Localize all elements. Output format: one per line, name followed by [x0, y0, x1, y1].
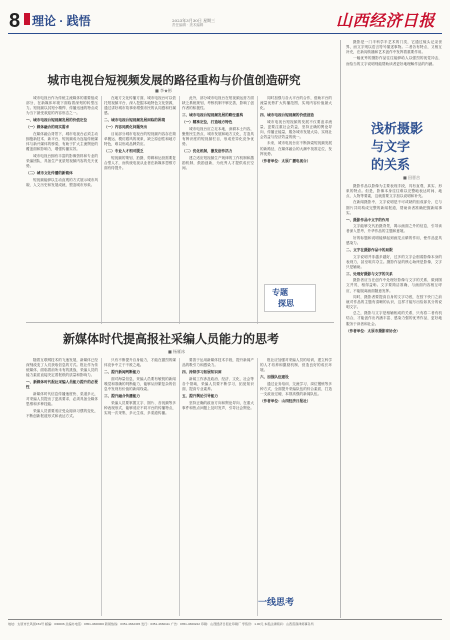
article1-headline: 城市电视台短视频发展的路径重构与价值创造研究	[47, 73, 301, 87]
article2-column-3: 要善于运用新媒体技术手段，提升新闻产品的吸引力和感染力。 四、持续学习拓展知识面 新闻工作涉及政治、经济、文化、社会等各个领域，采编人员要不断学习，拓宽知识面，提高专业素养。 五、提升舆论引导能力 坚持正确的政治方向和舆论导向，在重大事件和热点问题上及时发声，引导社会舆论。	[182, 358, 254, 410]
editor-line: 责任编辑 · 美术编辑	[172, 23, 204, 27]
column-divider	[179, 358, 180, 616]
article1-byline: ■ 李★彬	[155, 88, 173, 93]
article3-title-line2: 与文字	[371, 140, 411, 155]
article3-body: 摄影作品以影像为主要表现手段，具有直观、真实、形象的特点。但是，影像本身往往难以完整地表达时间、地点、人物等要素，这就需要文字加以说明和补充。 在新闻摄影中，文字说明是不可或缺的组成部分，它与图片共同构成完整的新闻报道，帮助读者准确把握新闻事实。 一、摄影作品中文字的作用 文字能够交代拍摄背景，揭示画面之外的信息，引导读者深入思考，升华作品的主题和意境。 好的标题和说明能够起到画龙点睛的作用，使作品更具感染力。 二、文字在摄影作品中的局限 文字说明并非越多越好，过多的文字会削弱影像本身的表现力，甚至喧宾夺主。摄影作品的核心始终是影像，文字只是辅助。 三、处理好摄影与文字的关系 摄影者应当在创作中处理好影像与文字的关系，做到图文并茂、相得益彰。文字要简洁准确，与画面内容相互呼应，不能脱离画面随意发挥。 同时，摄影者要提高自身的文字功底，在按下快门之前就对作品的主题有清晰的认识，这样才能写出恰如其分的说明文字。 总之，摄影与文字是相辅相成的关系，只有将二者有机结合，才能创作出内涵丰富、感染力强的优秀作品，更好地服务于读者和社会。 （作者单位：太原市摄影家协会）	[346, 184, 442, 333]
article3-subhead: 三、处理好摄影与文字的关系	[346, 271, 393, 276]
article1-subhead: 三、城市电视台短视频发展的路径重构	[182, 113, 244, 118]
column-divider	[101, 96, 102, 324]
section-marker	[24, 13, 30, 25]
article1-subhead: 四、城市电视台短视频的价值创造	[260, 113, 314, 118]
article1-column-4: 同时加强与各大平台的合作，借助平台的流量优势扩大传播范围，实现内容价值最大化。 四、城市电视台短视频的价值创造 城市电视台短视频的发展不仅要追求流量，更要注重社会效益，坚持正确的舆论导向，传播正能量，服务城市发展大局，实现社会效益与经济效益的统一。 未来，城市电视台应不断探索短视频发展的新路径，在媒体融合的大潮中找准定位，发挥优势。 （作者单位：太原广播电视台）	[260, 96, 332, 163]
column-badge-line1: 专题	[272, 288, 288, 297]
article2-column-2: 只有不断提升自身能力，才能在激烈的媒体竞争中立于不败之地。 二、提升新闻判断能力 面对海量信息，采编人员要有敏锐的新闻嗅觉和准确的判断能力，能够从纷繁复杂的信息中发现有价值的新闻线索。 三、提升融合传播能力 采编人员要掌握文字、图片、音视频等多种表现形式，能够适应不同平台的传播特点，实现一次采集、多元生成、多渠道传播。	[104, 358, 176, 415]
article3-title-line3: 的关系	[371, 158, 411, 173]
article1-column-3: 此外，部分城市电视台在短视频运营方面缺乏系统规划，考核机制不够完善，影响了创作者的积极性。 三、城市电视台短视频发展的路径重构 （一）精准定位，打造地方特色 城市电视台应立足本地，深耕本土内容，聚焦民生热点、城市发展和地方文化，打造具有辨识度的短视频栏目，形成差异化竞争优势。 （二）优化机制，激发创作活力 建立适应短视频生产规律的工作机制和激励机制，鼓励创新，为优秀人才提供成长空间。	[182, 96, 254, 171]
column-badge-frontline: 一线思考	[258, 597, 295, 607]
article3-intro: 摄影是一门半科学半艺术的门类，它通过镜头记录世界，而文字则以语言符号描述事物。二者各有特点，又相互补充，在新闻传播和艺术创作中发挥着重要作用。 一幅优秀的摄影作品往往能够给人以强烈的视觉冲击，而恰当的文字说明则能帮助读者更好地理解作品的内涵。	[346, 40, 442, 66]
article3-title-line1: 浅析摄影	[371, 122, 424, 137]
article3-byline: ■ 田晋吉	[403, 175, 421, 180]
article1-subhead: （二）优化机制，激发创作活力	[182, 149, 233, 154]
article1-subhead: （一）媒体融合的现实需求	[26, 125, 70, 130]
article1-column-1: 城市电视台作为传统主流媒体的重要组成部分，在新媒体环境下面临着深刻的转型压力。短视频以其短小精悍、传播迅速的特点成为当下最受欢迎的内容形态之一。 一、城市电视台短视频发展的价值定位 （一）媒体融合的现实需求 在媒体融合背景下，城市电视台必须主动拥抱新技术、新平台，短视频成为连接传统媒体与新兴媒体的桥梁，有助于扩大主流舆论的覆盖面和影响力，增强传播实效。 城市电视台拥有丰富的影像资料和专业的采编团队，具备生产优质短视频内容的先天优势。 （二）城市文化传播的新载体 短视频能够以生动直观的方式展示城市风貌、人文历史和发展成就，塑造城市形象。	[26, 96, 98, 187]
article2-subhead: 四、持续学习拓展知识面	[182, 370, 222, 375]
newspaper-masthead: 山西经济日报	[336, 11, 436, 30]
article3-subhead: 二、文字在摄影作品中的局限	[346, 247, 393, 252]
column-divider	[179, 96, 180, 324]
article2-column-4: 报社应加强对采编人员的培训，建立科学的人才培养和激励机制，营造良好的成长环境。 六、加强队伍建设 通过业务培训、交流学习、岗位锻炼等多种方式，全面提升采编队伍的综合素质，打造一支政治过硬、本领高强的新闻队伍。 （作者单位：山西经济日报社）	[260, 358, 332, 404]
article1-subhead: （二）专业人才相对匮乏	[104, 149, 144, 154]
column-divider	[101, 358, 102, 616]
footer-rule	[8, 619, 442, 620]
column-badge-line2: 探思	[278, 299, 294, 308]
article2-subhead: 三、提升融合传播能力	[104, 394, 140, 399]
article-divider	[26, 322, 334, 323]
article1-affiliation: （作者单位：太原广播电视台）	[260, 158, 311, 163]
header-rule	[8, 33, 442, 34]
article1-subhead: 一、城市电视台短视频发展的价值定位	[26, 118, 88, 123]
issue-date: 2023年3月30日 星期三	[172, 18, 216, 23]
article1-subhead: 二、城市电视台短视频发展面临的困境	[104, 118, 166, 123]
article1-subhead: （一）精准定位，打造地方特色	[182, 120, 233, 125]
article2-subhead: 六、加强队伍建设	[260, 375, 289, 380]
page-divider	[340, 40, 341, 618]
article1-subhead: （一）内容同质化问题突出	[104, 125, 148, 130]
article2-column-1: 随着互联网技术的飞速发展，新媒体已经深刻改变了人们获取信息的方式。报社作为传统媒体，面临着前所未有的挑战，采编人员的能力素质直接决定着报纸的质量和影响力。 一、新媒体时代报社采编人员能力提升的必要性 新媒体时代信息传播速度快、渠道多元，对采编人员提出了更高要求，必须具备全媒体思维和多种技能。 采编人员需要适应受众阅读习惯的变化，不断创新报道形式和表达方式。	[26, 358, 98, 418]
article3-affiliation: （作者单位：太原市摄影家协会）	[346, 328, 400, 333]
article2-affiliation: （作者单位：山西经济日报社）	[260, 399, 311, 404]
article2-subhead: 二、提升新闻判断能力	[104, 370, 140, 375]
article3-subhead: 一、摄影作品中文字的作用	[346, 217, 390, 222]
article2-subhead: 五、提升舆论引导能力	[182, 394, 218, 399]
column-divider	[257, 358, 258, 616]
article2-subhead: 一、新媒体时代报社采编人员能力提升的必要性	[26, 380, 98, 390]
article1-column-2: 在地方文化传播方面，城市电视台可以依托短视频平台，深入挖掘本地特色文化资源，通过讲好城市故事来增强市民的认同感和归属感。 二、城市电视台短视频发展面临的困境 （一）内容同质化问题突出 目前部分城市电视台的短视频内容存在简单搬运、模仿跟风的现象，缺乏原创性和地方特色，难以形成品牌效应。 （二）专业人才相对匮乏 短视频的策划、拍摄、剪辑和运营需要复合型人才，而传统电视从业者在新媒体思维方面有待提升。	[104, 96, 176, 171]
footer-info: 地址：太原市长风街151号 邮编：030006 总编办电话：0351-4660000 新闻热线：0351-4662345 发行：0351-4660111 广告：0351-4660222 印刷：山西经济日报社印刷厂 零售价：1.00元 本报法律顾问：山西晋商律师事务所	[8, 622, 314, 626]
section-title: 理论 · 践悟	[32, 14, 91, 28]
article2-headline: 新媒体时代提高报社采编人员能力的思考	[62, 332, 279, 346]
article1-subhead: （二）城市文化传播的新载体	[26, 170, 73, 175]
column-divider	[257, 96, 258, 324]
article2-byline: ■ 杨雁冰	[168, 349, 186, 354]
page-number: 8	[9, 10, 21, 32]
